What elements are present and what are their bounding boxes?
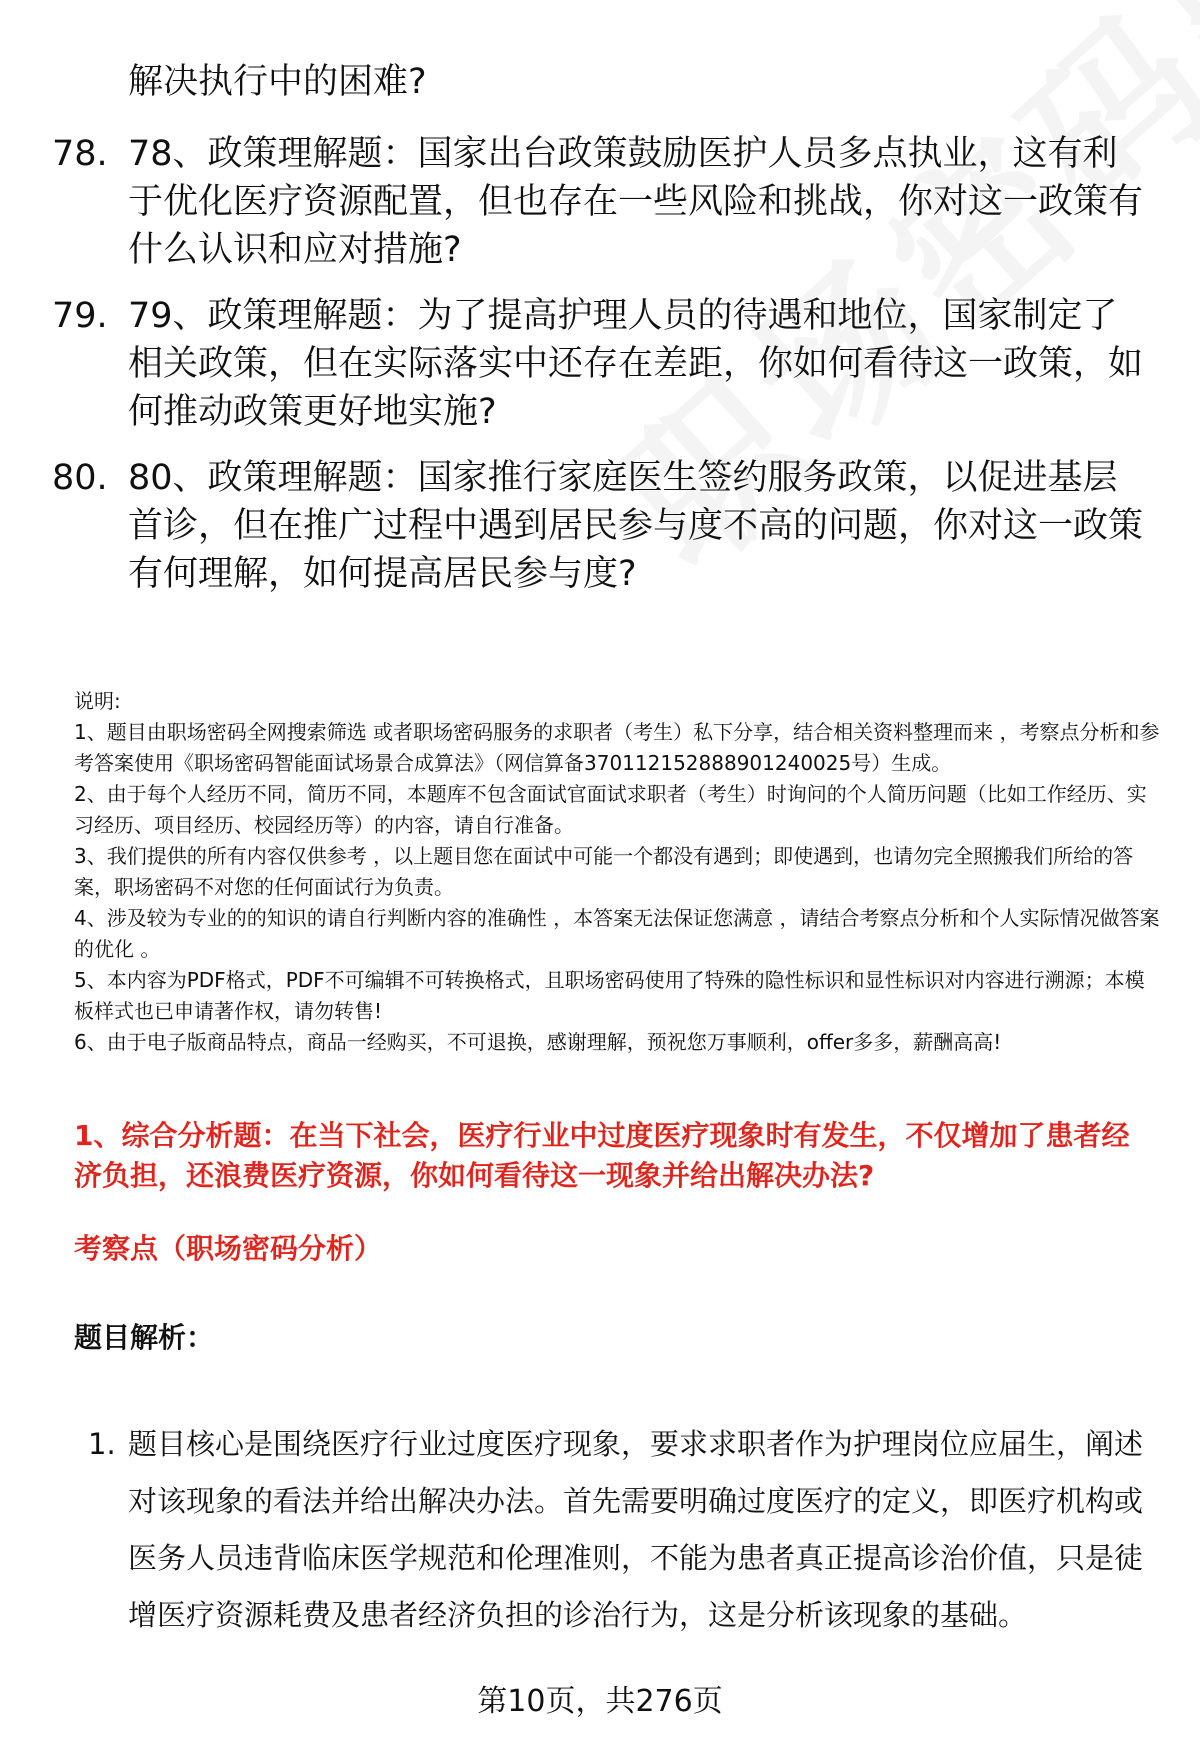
note-item: 4、涉及较为专业的的知识的请自行判断内容的准确性 ，本答案无法保证您满意 ，请结合考察点分析和个人实际情况做答案的优化 。 xyxy=(74,906,1160,961)
analysis-item-number: 1. xyxy=(88,1427,116,1461)
question-item-78 xyxy=(52,130,1152,274)
question-number: 78. xyxy=(52,134,108,174)
note-item: 6、由于电子版商品特点，商品一经购买，不可退换，感谢理解，预祝您万事顺利，offer多多，薪酬高高! xyxy=(74,1030,1002,1054)
analysis-item xyxy=(88,1416,1158,1644)
question-1-heading: 1、综合分析题：在当下社会，医疗行业中过度医疗现象时有发生，不仅增加了患者经济负担，还浪费医疗资源，你如何看待这一现象并给出解决办法? xyxy=(74,1119,1130,1192)
question-continuation: 解决执行中的困难? xyxy=(128,62,427,102)
analysis-heading: 题目解析： xyxy=(74,1321,215,1354)
question-text: 79、政策理解题：为了提高护理人员的待遇和地位，国家制定了相关政策，但在实际落实中还存在差距，你如何看待这一政策，如何推动政策更好地实施? xyxy=(128,296,1144,432)
question-number: 80. xyxy=(52,458,108,498)
question-item-79 xyxy=(52,292,1152,436)
note-item: 5、本内容为PDF格式，PDF不可编辑不可转换格式，且职场密码使用了特殊的隐性标识和显性标识对内容进行溯源；本模板样式也已申请著作权，请勿转售! xyxy=(74,968,1145,1023)
question-text: 78、政策理解题：国家出台政策鼓励医护人员多点执业，这有利于优化医疗资源配置，但也存在一些风险和挑战，你对这一政策有什么认识和应对措施? xyxy=(128,134,1144,270)
page-footer: 第10页，共276页 xyxy=(477,1684,723,1719)
note-item: 2、由于每个人经历不同，简历不同，本题库不包含面试官面试求职者（考生）时询问的个人简历问题（比如工作经历、实习经历、项目经历、校园经历等）的内容，请自行准备。 xyxy=(74,782,1147,837)
question-number: 79. xyxy=(52,296,108,336)
analysis-item-text: 题目核心是围绕医疗行业过度医疗现象，要求求职者作为护理岗位应届生，阐述对该现象的看法并给出解决办法。首先需要明确过度医疗的定义，即医疗机构或医务人员违背临床医学规范和伦理准则，不能为患者真正提高诊治价值，只是徒增医疗资源耗费及患者经济负担的诊治行为，这是分析该现象的基础。 xyxy=(128,1427,1144,1632)
note-item: 1、题目由职场密码全网搜索筛选 或者职场密码服务的求职者（考生）私下分享，结合相关资料整理而来 ，考察点分析和参考答案使用《职场密码智能面试场景合成算法》（网信算备370112152888901240025号）生成。 xyxy=(74,720,1160,775)
kaochadian-heading: 考察点（职场密码分析） xyxy=(74,1232,383,1265)
question-text: 80、政策理解题：国家推行家庭医生签约服务政策，以促进基层首诊，但在推广过程中遇到居民参与度不高的问题，你对这一政策有何理解，如何提高居民参与度? xyxy=(128,458,1144,594)
notes-title: 说明: xyxy=(74,689,121,713)
note-item: 3、我们提供的所有内容仅供参考 ，以上题目您在面试中可能一个都没有遇到；即使遇到，也请勿完全照搬我们所给的答案，职场密码不对您的任何面试行为负责。 xyxy=(74,844,1134,899)
notes-section xyxy=(74,686,1164,1058)
question-item-80 xyxy=(52,454,1152,598)
